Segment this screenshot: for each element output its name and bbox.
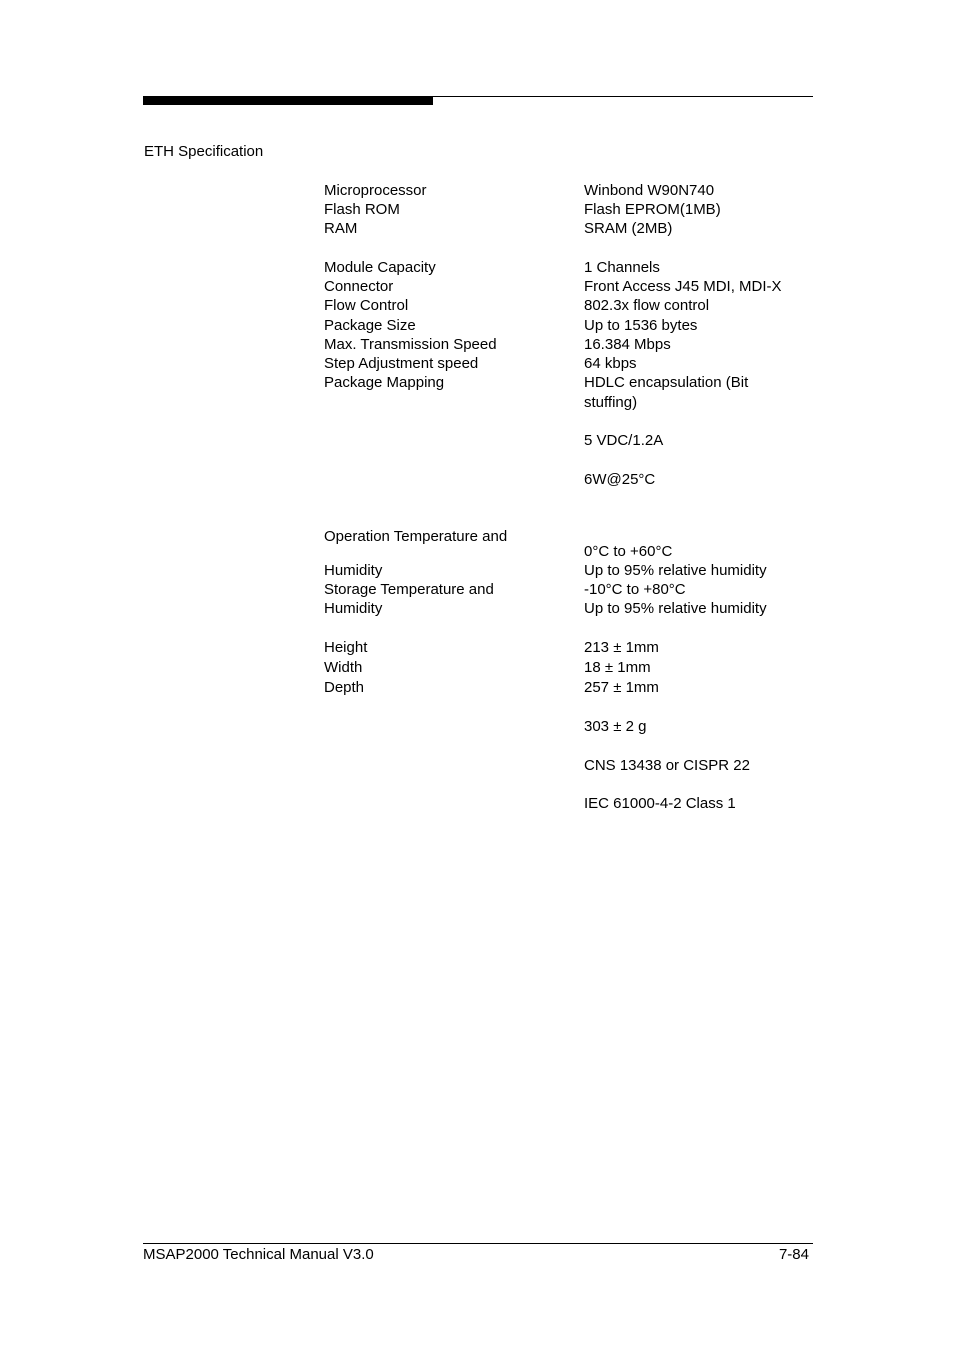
spec-value-esd: IEC 61000-4-2 Class 1: [584, 795, 736, 812]
header-thick-rule: [143, 96, 433, 105]
footer-rule: [143, 1243, 813, 1244]
spec-label-package-size: Package Size: [324, 317, 416, 334]
spec-value-emi: CNS 13438 or CISPR 22: [584, 757, 750, 774]
spec-value-package-size: Up to 1536 bytes: [584, 317, 698, 334]
spec-value-step-adjustment-speed: 64 kbps: [584, 355, 637, 372]
spec-label-microprocessor: Microprocessor: [324, 182, 427, 199]
spec-value-height: 213 ± 1mm: [584, 639, 659, 656]
spec-label-flash-rom: Flash ROM: [324, 201, 400, 218]
spec-label-height: Height: [324, 639, 368, 656]
header-thin-rule: [143, 96, 813, 97]
spec-value-max-transmission-speed: 16.384 Mbps: [584, 336, 671, 353]
spec-value-flow-control: 802.3x flow control: [584, 297, 710, 314]
spec-value-depth: 257 ± 1mm: [584, 679, 659, 696]
spec-label-step-adjustment-speed: Step Adjustment speed: [324, 355, 479, 372]
spec-label-storage-temperature: Storage Temperature and: [324, 581, 494, 598]
section-title: ETH Specification: [144, 143, 264, 160]
spec-label-connector: Connector: [324, 278, 394, 295]
spec-value-storage-temperature: -10°C to +80°C: [584, 581, 686, 598]
spec-value-power: 5 VDC/1.2A: [584, 432, 664, 449]
spec-label-operation-temperature: Operation Temperature and: [324, 528, 508, 545]
footer-page-number: 7-84: [778, 1246, 809, 1263]
spec-label-depth: Depth: [324, 679, 365, 696]
spec-value-connector: Front Access J45 MDI, MDI-X: [584, 278, 782, 295]
spec-value-storage-humidity: Up to 95% relative humidity: [584, 600, 767, 617]
spec-value-package-mapping-line2: stuffing): [584, 394, 638, 411]
spec-label-width: Width: [324, 659, 363, 676]
spec-label-flow-control: Flow Control: [324, 297, 409, 314]
spec-label-package-mapping: Package Mapping: [324, 374, 445, 391]
spec-value-operation-temperature: 0°C to +60°C: [584, 543, 673, 560]
spec-value-width: 18 ± 1mm: [584, 659, 651, 676]
spec-value-package-mapping-line1: HDLC encapsulation (Bit: [584, 374, 749, 391]
spec-value-power-consumption: 6W@25°C: [584, 471, 656, 488]
spec-value-weight: 303 ± 2 g: [584, 718, 647, 735]
spec-label-operation-humidity: Humidity: [324, 562, 383, 579]
spec-value-operation-humidity: Up to 95% relative humidity: [584, 562, 767, 579]
spec-label-ram: RAM: [324, 220, 358, 237]
spec-value-flash-rom: Flash EPROM(1MB): [584, 201, 721, 218]
spec-label-module-capacity: Module Capacity: [324, 259, 436, 276]
spec-label-storage-humidity: Humidity: [324, 600, 383, 617]
spec-value-microprocessor: Winbond W90N740: [584, 182, 715, 199]
spec-value-module-capacity: 1 Channels: [584, 259, 660, 276]
footer-manual-title: MSAP2000 Technical Manual V3.0: [143, 1246, 374, 1263]
spec-label-max-transmission-speed: Max. Transmission Speed: [324, 336, 497, 353]
spec-value-ram: SRAM (2MB): [584, 220, 673, 237]
